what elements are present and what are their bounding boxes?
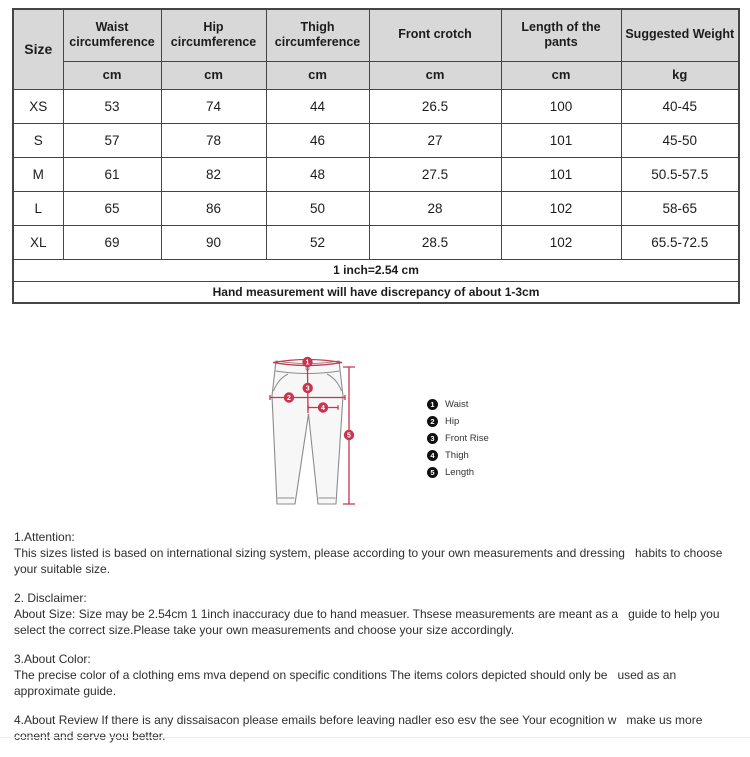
table-row-xl: [13, 225, 739, 259]
size-chart: [12, 8, 738, 304]
legend-item-waist: [427, 396, 489, 413]
waist-value: 53: [63, 89, 161, 123]
unit-length: cm: [501, 61, 621, 89]
legend-item-hip: [427, 413, 489, 430]
hip-value: 90: [161, 225, 266, 259]
length-value: 100: [501, 89, 621, 123]
waist-value: 69: [63, 225, 161, 259]
table-units-row: [13, 61, 739, 89]
measurement-legend: [427, 396, 489, 481]
table-row-xs: [13, 89, 739, 123]
unit-hip: cm: [161, 61, 266, 89]
note-about-review: [14, 712, 738, 744]
note-body: This sizes listed is based on international sizing system, please according to your own measurements and dressing habits to choose your suitable size.: [14, 546, 726, 576]
size-label: XS: [13, 89, 63, 123]
thigh-value: 48: [266, 157, 369, 191]
hip-value: 74: [161, 89, 266, 123]
legend-label: Hip: [445, 416, 460, 427]
col-header-thigh: Thigh circumference: [266, 9, 369, 61]
bottom-divider: [0, 737, 750, 738]
legend-dot: 1: [427, 399, 438, 410]
size-label: XL: [13, 225, 63, 259]
length-value: 101: [501, 157, 621, 191]
thigh-value: 52: [266, 225, 369, 259]
legend-dot: 4: [427, 450, 438, 461]
hip-value: 78: [161, 123, 266, 157]
thigh-value: 44: [266, 89, 369, 123]
legend-item-front-rise: [427, 430, 489, 447]
unit-waist: cm: [63, 61, 161, 89]
size-label: L: [13, 191, 63, 225]
front-crotch-value: 28.5: [369, 225, 501, 259]
col-header-weight: Suggested Weight: [621, 9, 739, 61]
col-header-front-crotch: Front crotch: [369, 9, 501, 61]
col-header-waist: Waist circumference: [63, 9, 161, 61]
legend-label: Front Rise: [445, 433, 489, 444]
legend-item-thigh: [427, 447, 489, 464]
size-label: S: [13, 123, 63, 157]
length-value: 102: [501, 225, 621, 259]
note-heading: 3.About Color:: [14, 652, 91, 666]
table-row-l: [13, 191, 739, 225]
note-disclaimer: [14, 590, 738, 638]
weight-value: 65.5-72.5: [621, 225, 739, 259]
front-rise-marker-number: 3: [305, 385, 310, 393]
unit-thigh: cm: [266, 61, 369, 89]
thigh-value: 50: [266, 191, 369, 225]
col-header-hip: Hip circumference: [161, 9, 266, 61]
note-body: The precise color of a clothing ems mva depend on specific conditions The items colors depicted should only be used as an approximate guide.: [14, 668, 680, 698]
table-row-s: [13, 123, 739, 157]
note-heading: 2. Disclaimer:: [14, 591, 87, 605]
weight-value: 40-45: [621, 89, 739, 123]
unit-weight: kg: [621, 61, 739, 89]
hip-value: 82: [161, 157, 266, 191]
legend-dot: 2: [427, 416, 438, 427]
thigh-marker-number: 4: [321, 405, 325, 413]
waist-marker-number: 1: [305, 359, 310, 367]
length-marker-number: 5: [347, 432, 351, 440]
weight-value: 45-50: [621, 123, 739, 157]
unit-front-crotch: cm: [369, 61, 501, 89]
note-body: 4.About Review If there is any dissaisacon please emails before leaving nadler eso esv the see Your ecognition w make us more conent and serve you better.: [14, 713, 706, 743]
note-body: About Size: Size may be 2.54cm 1 1inch inaccuracy due to hand measuer. Thsese measurements are meant as a guide to help you select the correct size.Please take your own measurements and choose your size accordingly.: [14, 607, 723, 637]
size-label: M: [13, 157, 63, 191]
legend-label: Waist: [445, 399, 469, 410]
table-footnote-row: [13, 259, 739, 281]
legend-label: Length: [445, 467, 475, 478]
length-value: 102: [501, 191, 621, 225]
hand-measurement-note: Hand measurement will have discrepancy of about 1-3cm: [13, 281, 739, 303]
pants-measurement-diagram: [265, 340, 365, 520]
waist-value: 65: [63, 191, 161, 225]
waist-value: 61: [63, 157, 161, 191]
length-value: 101: [501, 123, 621, 157]
weight-value: 50.5-57.5: [621, 157, 739, 191]
table-footnote-row: [13, 281, 739, 303]
notes-section: [14, 529, 738, 757]
front-crotch-value: 27.5: [369, 157, 501, 191]
table-row-m: [13, 157, 739, 191]
col-header-size: Size: [13, 9, 63, 89]
hip-value: 86: [161, 191, 266, 225]
thigh-value: 46: [266, 123, 369, 157]
weight-value: 58-65: [621, 191, 739, 225]
legend-dot: 3: [427, 433, 438, 444]
front-crotch-value: 28: [369, 191, 501, 225]
table-header-row: [13, 9, 739, 61]
hip-marker-number: 2: [287, 395, 291, 403]
legend-label: Thigh: [445, 450, 469, 461]
note-about-color: [14, 651, 738, 699]
front-crotch-value: 26.5: [369, 89, 501, 123]
waist-value: 57: [63, 123, 161, 157]
size-table: [12, 8, 740, 304]
note-heading: 1.Attention:: [14, 530, 75, 544]
legend-dot: 5: [427, 467, 438, 478]
legend-item-length: [427, 464, 489, 481]
front-crotch-value: 27: [369, 123, 501, 157]
note-attention: [14, 529, 738, 577]
inch-conversion-note: 1 inch=2.54 cm: [13, 259, 739, 281]
col-header-length: Length of the pants: [501, 9, 621, 61]
